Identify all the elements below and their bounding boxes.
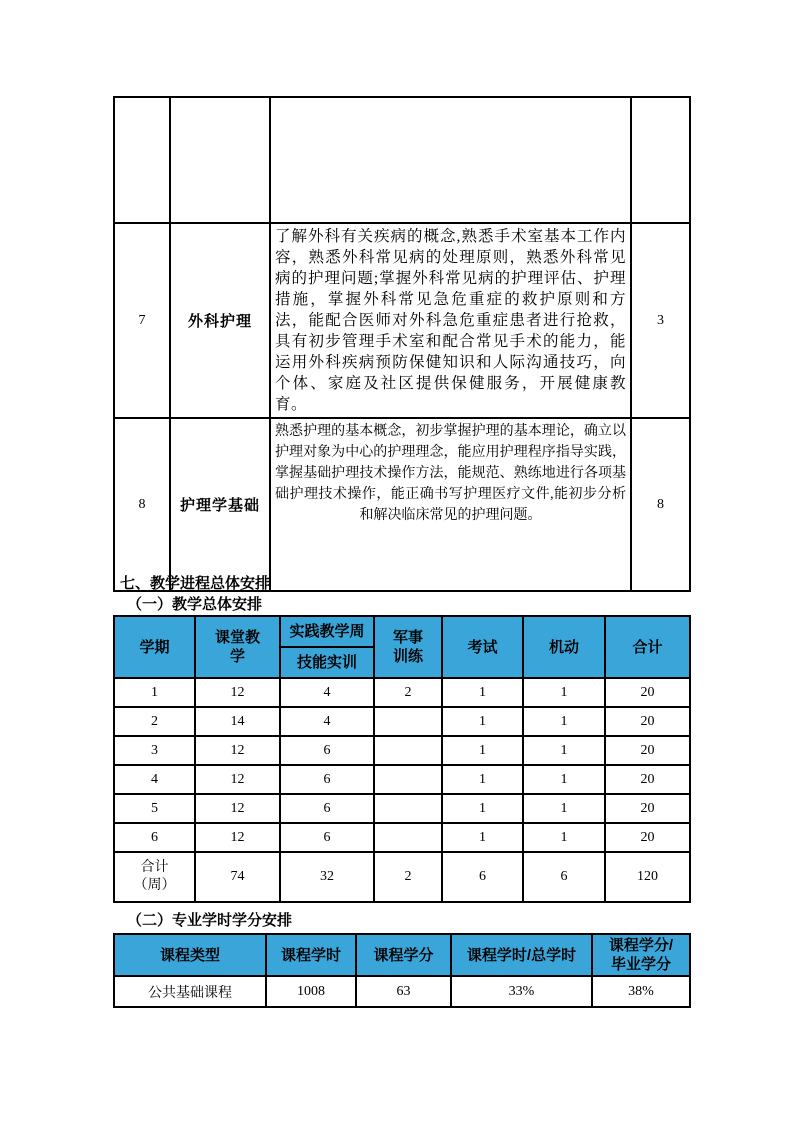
header-military-line1: 军事	[392, 629, 423, 646]
cell-classroom: 12	[195, 823, 280, 852]
credit-header-row	[114, 934, 690, 976]
course-credit-cell: 3	[631, 223, 690, 418]
header-military-training	[374, 616, 442, 678]
cell-semester: 1	[114, 678, 195, 707]
course-credit-cell: 8	[631, 418, 690, 591]
cell-classroom: 14	[195, 707, 280, 736]
cell-flexible: 1	[523, 794, 605, 823]
cell-total: 20	[605, 823, 690, 852]
course-name-cell: 外科护理	[170, 223, 270, 418]
cell-semester: 6	[114, 823, 195, 852]
cell-semester: 5	[114, 794, 195, 823]
cell-exam: 1	[442, 678, 523, 707]
section-heading: 七、教学进程总体安排	[120, 575, 271, 592]
cell-flexible: 1	[523, 678, 605, 707]
cell-total: 20	[605, 707, 690, 736]
cell-exam: 1	[442, 736, 523, 765]
table-row-course-7	[114, 223, 690, 418]
cell-semester: 4	[114, 765, 195, 794]
header-classroom-line1: 课堂教	[214, 629, 260, 646]
table-row-course-8	[114, 418, 690, 591]
schedule-row-6	[114, 823, 690, 852]
header-total: 合计	[605, 616, 690, 678]
cell-grand-total: 120	[605, 852, 690, 902]
schedule-row-1	[114, 678, 690, 707]
cell-total: 20	[605, 765, 690, 794]
cell-military	[374, 823, 442, 852]
cell-skill: 6	[280, 765, 374, 794]
cell-exam-total: 6	[442, 852, 523, 902]
cell-skill: 4	[280, 678, 374, 707]
cell-classroom: 12	[195, 678, 280, 707]
cell-total: 20	[605, 678, 690, 707]
header-skill-training: 技能实训	[280, 647, 374, 678]
cell-exam: 1	[442, 823, 523, 852]
schedule-row-2	[114, 707, 690, 736]
cell-skill: 6	[280, 794, 374, 823]
cell-flexible-total: 6	[523, 852, 605, 902]
header-classroom-teaching	[195, 616, 280, 678]
course-desc-cell	[270, 97, 631, 223]
schedule-total-row	[114, 852, 690, 902]
cell-flexible: 1	[523, 765, 605, 794]
schedule-row-5	[114, 794, 690, 823]
cell-course-type: 公共基础课程	[114, 976, 266, 1007]
cell-skill: 4	[280, 707, 374, 736]
total-label-line1: 合计	[140, 860, 169, 875]
course-number-cell	[114, 97, 170, 223]
cell-course-credits: 63	[356, 976, 451, 1007]
header-semester: 学期	[114, 616, 195, 678]
header-classroom-line2: 学	[229, 648, 245, 665]
schedule-header-row-1	[114, 616, 690, 647]
teaching-schedule-table	[113, 615, 691, 903]
cell-total-label	[114, 852, 195, 902]
cell-classroom: 12	[195, 736, 280, 765]
cell-exam: 1	[442, 765, 523, 794]
credit-row-public-basic	[114, 976, 690, 1007]
header-course-type: 课程类型	[114, 934, 266, 976]
cell-skill-total: 32	[280, 852, 374, 902]
course-number-cell: 8	[114, 418, 170, 591]
header-military-line2: 训练	[392, 648, 423, 665]
cell-credits-ratio: 38%	[592, 976, 690, 1007]
course-objectives-table	[113, 96, 691, 592]
cell-flexible: 1	[523, 707, 605, 736]
cell-hours-ratio: 33%	[451, 976, 592, 1007]
course-name-cell	[170, 97, 270, 223]
cell-military	[374, 707, 442, 736]
header-exam: 考试	[442, 616, 523, 678]
cell-exam: 1	[442, 794, 523, 823]
cell-classroom: 12	[195, 765, 280, 794]
schedule-row-3	[114, 736, 690, 765]
cell-total: 20	[605, 736, 690, 765]
header-course-hours: 课程学时	[266, 934, 356, 976]
course-desc-cell: 了解外科有关疾病的概念,熟悉手术室基本工作内容，熟悉外科常见病的处理原则，熟悉外科常见病的护理问题;掌握外科常见病的护理评估、护理措施，掌握外科常见急危重症的救护原则和方法，能配合医师对外科急危重症患者进行抢救，具有初步管理手术室和配合常见手术的能力，能运用外科疾病预防保健知识和人际沟通技巧，向个体、家庭及社区提供保健服务，开展健康教育。	[270, 223, 631, 418]
cell-flexible: 1	[523, 823, 605, 852]
cell-semester: 3	[114, 736, 195, 765]
cell-skill: 6	[280, 823, 374, 852]
cell-classroom: 12	[195, 794, 280, 823]
subsection-heading-teaching-arrangement: （一）教学总体安排	[127, 596, 263, 613]
header-flexible: 机动	[523, 616, 605, 678]
cell-exam: 1	[442, 707, 523, 736]
cell-military	[374, 794, 442, 823]
cell-military	[374, 736, 442, 765]
table-row-continuation	[114, 97, 690, 223]
cell-classroom-total: 74	[195, 852, 280, 902]
course-credit-cell	[631, 97, 690, 223]
header-course-credits: 课程学分	[356, 934, 451, 976]
cell-military-total: 2	[374, 852, 442, 902]
cell-flexible: 1	[523, 736, 605, 765]
header-credits-ratio	[592, 934, 690, 976]
cell-military: 2	[374, 678, 442, 707]
header-credits-ratio-line2: 毕业学分	[610, 956, 671, 973]
header-credits-ratio-line1: 课程学分/	[608, 937, 674, 954]
cell-course-hours: 1008	[266, 976, 356, 1007]
course-desc-cell: 熟悉护理的基本概念，初步掌握护理的基本理论，确立以护理对象为中心的护理理念，能应用护理程序指导实践，掌握基础护理技术操作方法，能规范、熟练地进行各项基础护理技术操作，能正确书写护理医疗文件,能初步分析和解决临床常见的护理问题。	[270, 418, 631, 591]
subsection-heading-credit-arrangement: （二）专业学时学分安排	[127, 912, 293, 929]
total-label-line2: （周）	[133, 878, 176, 893]
cell-skill: 6	[280, 736, 374, 765]
course-number-cell: 7	[114, 223, 170, 418]
header-hours-ratio: 课程学时/总学时	[451, 934, 592, 976]
schedule-row-4	[114, 765, 690, 794]
course-name-cell: 护理学基础	[170, 418, 270, 591]
cell-semester: 2	[114, 707, 195, 736]
header-practice-week: 实践教学周	[280, 616, 374, 647]
credit-ratio-table	[113, 933, 691, 1008]
cell-military	[374, 765, 442, 794]
cell-total: 20	[605, 794, 690, 823]
